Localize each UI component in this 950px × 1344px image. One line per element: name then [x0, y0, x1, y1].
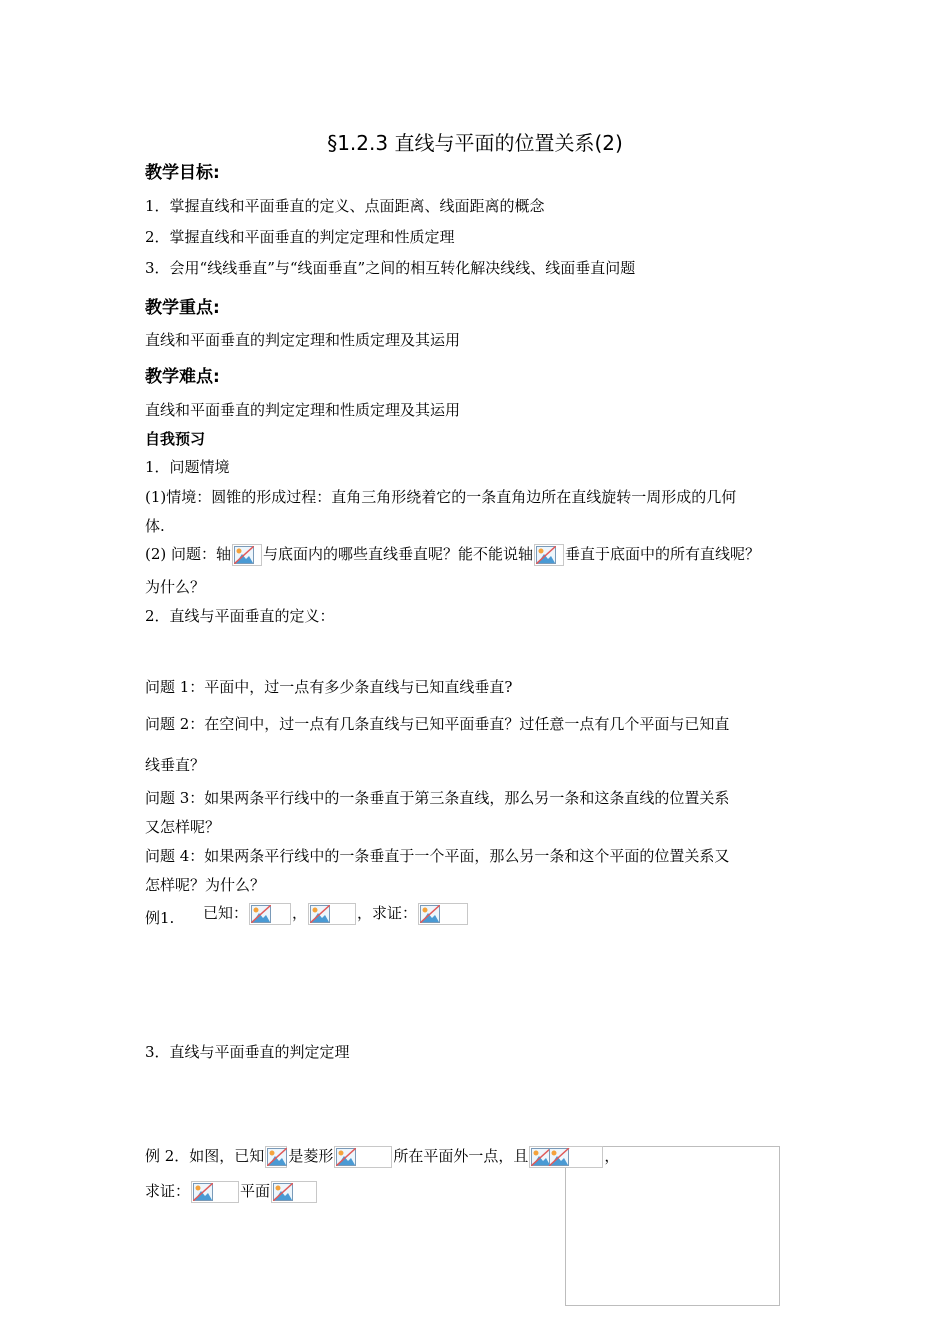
- key-points-heading: 教学重点:: [145, 298, 220, 318]
- page-title: §1.2.3 直线与平面的位置关系(2): [327, 131, 623, 155]
- question-4: 怎样呢？为什么？: [145, 876, 266, 894]
- broken-image-icon: [418, 903, 468, 925]
- situation-line: 体.: [145, 517, 165, 535]
- section-2: 2．直线与平面垂直的定义：: [145, 607, 335, 625]
- goal-item: 2．掌握直线和平面垂直的判定定理和性质定理: [145, 228, 455, 246]
- question-4: 问题 4：如果两条平行线中的一条垂直于一个平面，那么另一条和这个平面的位置关系又: [145, 847, 730, 865]
- broken-image-icon: [534, 544, 564, 566]
- section-1: 1．问题情境: [145, 458, 230, 476]
- goal-item: 3．会用“线线垂直”与“线面垂直”之间的相互转化解决线线、线面垂直问题: [145, 259, 636, 277]
- broken-image-icon: [191, 1181, 239, 1203]
- ex2-text: 所在平面外一点，且: [393, 1147, 529, 1165]
- figure-frame: [565, 1146, 780, 1306]
- example-2-prove: [145, 1180, 318, 1203]
- situation-line: (1)情境：圆锥的形成过程：直角三角形绕着它的一条直角边所在直线旋转一周形成的几何: [145, 488, 737, 506]
- broken-image-icon: [249, 903, 291, 925]
- example-2: [145, 1145, 619, 1168]
- broken-image-icon: [334, 1146, 392, 1168]
- key-points-text: 直线和平面垂直的判定定理和性质定理及其运用: [145, 331, 461, 349]
- goals-heading: 教学目标:: [145, 163, 220, 183]
- goal-item: 1．掌握直线和平面垂直的定义、点面距离、线面距离的概念: [145, 197, 545, 215]
- question-3: 又怎样呢？: [145, 818, 221, 836]
- difficulties-heading: 教学难点:: [145, 367, 220, 387]
- ex2-text: 是菱形: [288, 1147, 334, 1165]
- broken-image-icon: [308, 903, 356, 925]
- broken-image-icon: [232, 544, 262, 566]
- preview-heading: 自我预习: [145, 430, 206, 448]
- q2-text: 与底面内的哪些直线垂直呢？能不能说轴: [263, 545, 534, 563]
- ex2-text: 例 2．如图，已知: [145, 1147, 265, 1165]
- section-3: 3．直线与平面垂直的判定定理: [145, 1043, 350, 1061]
- broken-image-icon: [271, 1181, 317, 1203]
- broken-image-icon: [265, 1146, 287, 1168]
- ex2-plane: 平面: [240, 1182, 271, 1200]
- example-1: [203, 902, 469, 925]
- difficulties-text: 直线和平面垂直的判定定理和性质定理及其运用: [145, 401, 461, 419]
- question-1: 问题 1：平面中，过一点有多少条直线与已知直线垂直?: [145, 678, 513, 696]
- ex1-known: 已知：: [203, 904, 249, 922]
- ex2-prove: 求证：: [145, 1182, 191, 1200]
- broken-image-icon: [529, 1146, 603, 1168]
- q2-text: (2) 问题：轴: [145, 545, 232, 563]
- q2-text: 垂直于底面中的所有直线呢？: [565, 545, 761, 563]
- ex2-text: ，: [604, 1147, 620, 1165]
- question-3: 问题 3：如果两条平行线中的一条垂直于第三条直线，那么另一条和这条直线的位置关系: [145, 789, 730, 807]
- question-line: [145, 543, 760, 566]
- ex1-prove: ，求证：: [357, 904, 418, 922]
- example-1-label: 例1.: [145, 909, 175, 927]
- ex1-comma: ，: [292, 904, 308, 922]
- question-2: 问题 2：在空间中，过一点有几条直线与已知平面垂直？过任意一点有几个平面与已知直: [145, 715, 730, 733]
- question-2: 线垂直？: [145, 756, 206, 774]
- question-line: 为什么？: [145, 578, 206, 596]
